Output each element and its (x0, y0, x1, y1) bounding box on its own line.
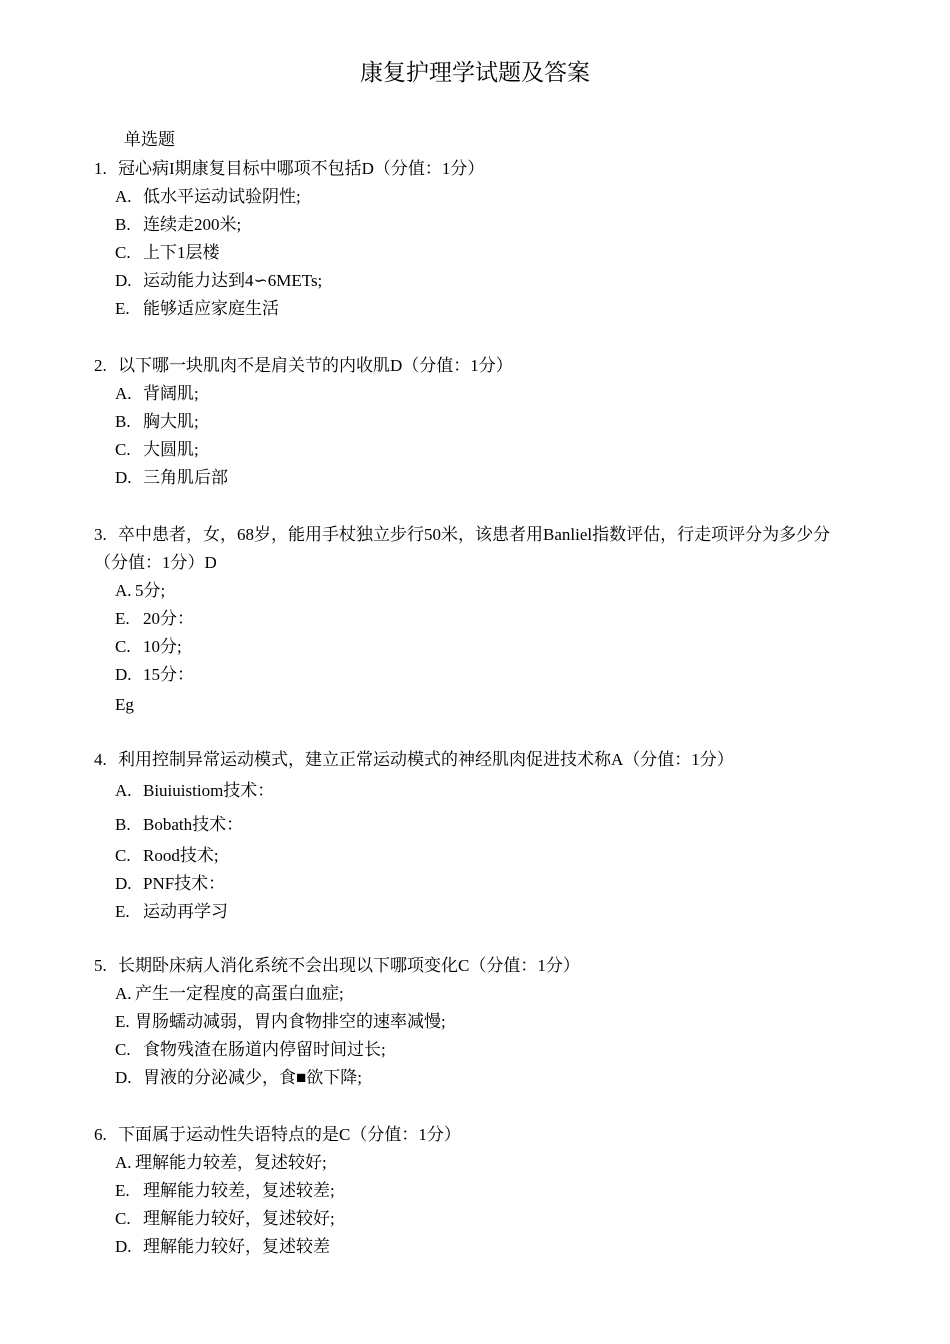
question-text (94, 952, 854, 980)
question-text (94, 746, 854, 774)
stray-text: Eg (115, 695, 134, 714)
question-4 (94, 746, 854, 926)
option-d: D. 胃液的分泌减少，食■欲下降; (115, 1068, 362, 1087)
option-list (94, 380, 854, 492)
option-a: A. Biuiuistiom技术： (115, 781, 275, 800)
question-stem: 以下哪一块肌肉不是肩关节的内收肌D（分值：1分） (118, 356, 513, 375)
option-c: C. 大圆肌; (115, 440, 199, 459)
question-stem: 卒中患者，女，68岁，能用手杖独立步行50米，该患者用Banliel指数评估，行走项评分为多少分（分值：1分）D (94, 525, 831, 572)
option-a: A. 产生一定程度的高蛋白血症; (115, 984, 344, 1003)
option-c: C. 理解能力较好，复述较好; (115, 1209, 335, 1228)
question-2 (94, 352, 854, 492)
section-heading: 单选题 (124, 130, 175, 150)
option-d: D. 三角肌后部 (115, 468, 228, 487)
option-c: C. 上下1层楼 (115, 243, 220, 262)
question-text (94, 1121, 854, 1149)
option-b: B. 胸大肌; (115, 412, 199, 431)
option-d: D. 理解能力较好，复述较差 (115, 1237, 330, 1256)
option-list (94, 577, 854, 721)
question-3 (94, 521, 854, 721)
option-c: C. 食物残渣在肠道内停留时间过长; (115, 1040, 386, 1059)
option-d: D. 15分： (115, 665, 194, 684)
question-number: 5. (94, 956, 107, 975)
question-number: 6. (94, 1125, 107, 1144)
question-5 (94, 952, 854, 1092)
question-stem: 利用控制异常运动模式，建立正常运动模式的神经肌肉促进技术称A（分值：1分） (118, 750, 734, 769)
question-stem: 长期卧床病人消化系统不会出现以下哪项变化C（分值：1分） (118, 956, 580, 975)
question-text (94, 352, 854, 380)
question-1 (94, 155, 854, 323)
option-b: B. 连续走200米; (115, 215, 242, 234)
option-b: B. Bobath技术： (115, 815, 244, 834)
option-c: C. Rood技术; (115, 846, 219, 865)
question-text (94, 521, 854, 577)
option-list (94, 980, 854, 1092)
option-list (94, 774, 854, 926)
option-a: A. 5分; (115, 581, 166, 600)
option-d: D. 运动能力达到4∽6METs; (115, 271, 323, 290)
option-a: A. 背阔肌; (115, 384, 199, 403)
option-e: E. 20分： (115, 609, 194, 628)
question-stem: 冠心病I期康复目标中哪项不包括D（分值：1分） (118, 159, 485, 178)
question-6 (94, 1121, 854, 1261)
option-d: D. PNF技术： (115, 874, 226, 893)
option-a: A. 理解能力较差，复述较好; (115, 1153, 327, 1172)
option-e: E. 能够适应家庭生活 (115, 299, 279, 318)
question-stem: 下面属于运动性失语特点的是C（分值：1分） (118, 1125, 461, 1144)
question-number: 1. (94, 159, 107, 178)
option-e: E. 胃肠蠕动减弱，胃内食物排空的速率减慢; (115, 1012, 446, 1031)
question-number: 2. (94, 356, 107, 375)
option-e: E. 理解能力较差，复述较差; (115, 1181, 335, 1200)
question-number: 4. (94, 750, 107, 769)
option-list (94, 183, 854, 323)
option-c: C. 10分; (115, 637, 182, 656)
question-number: 3. (94, 525, 107, 544)
document-title: 康复护理学试题及答案 (360, 60, 590, 86)
question-text (94, 155, 854, 183)
option-list (94, 1149, 854, 1261)
option-a: A. 低水平运动试验阴性; (115, 187, 301, 206)
option-e: E. 运动再学习 (115, 902, 228, 921)
